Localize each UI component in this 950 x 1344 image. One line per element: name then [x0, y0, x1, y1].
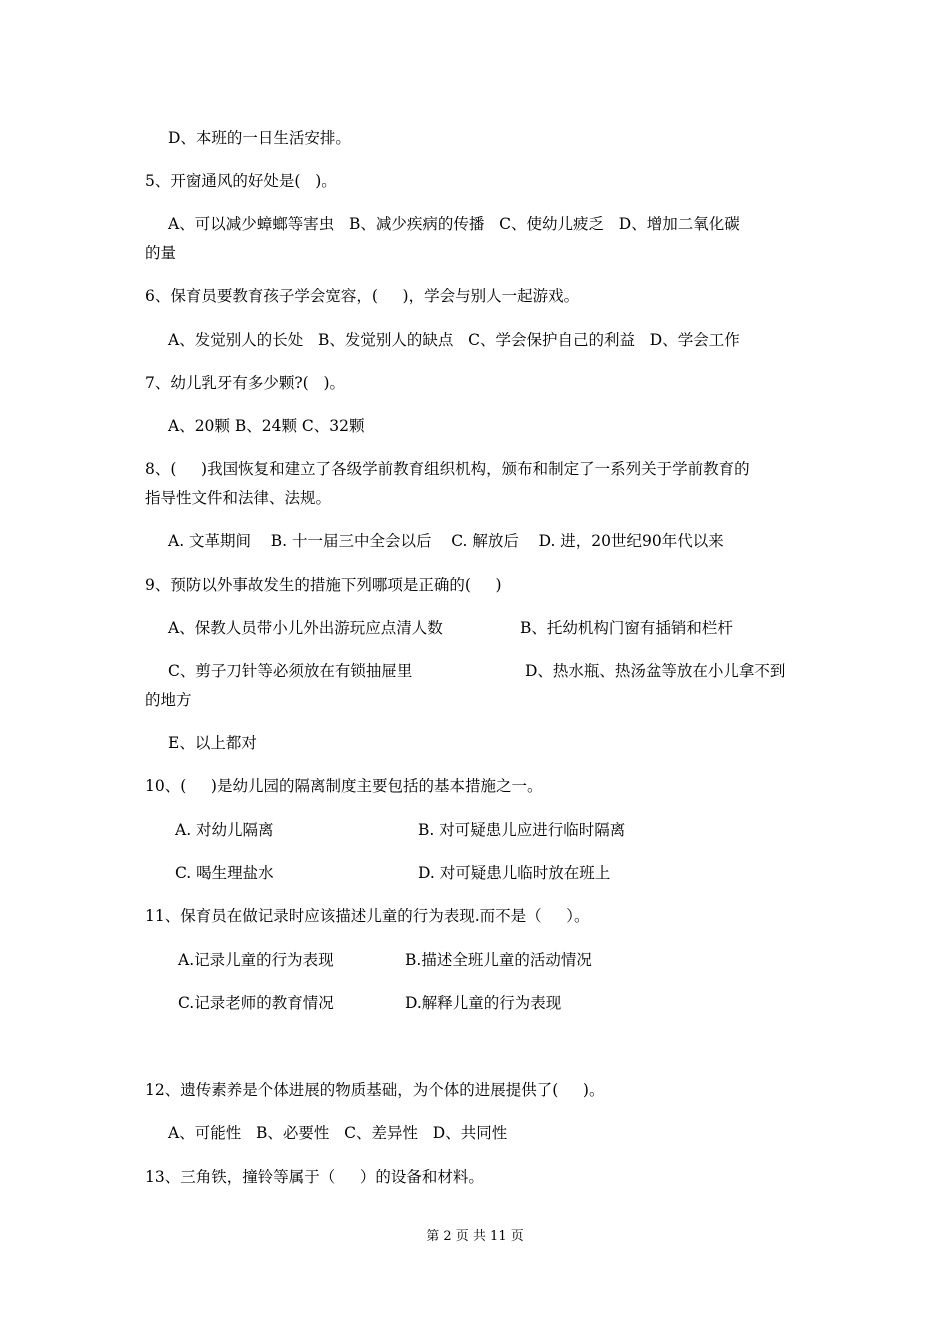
- question-11-option-b: B.描述全班儿童的活动情况: [405, 951, 592, 969]
- question-9-option-c: C、剪子刀针等必须放在有锁抽屉里: [168, 662, 413, 680]
- question-10-option-a: A. 对幼儿隔离: [175, 821, 274, 839]
- question-10: 10、( )是幼儿园的隔离制度主要包括的基本措施之一。: [145, 777, 543, 795]
- question-9-option-e: E、以上都对: [168, 734, 257, 752]
- question-9-option-a: A、保教人员带小儿外出游玩应点清人数: [168, 619, 443, 637]
- question-11: 11、保育员在做记录时应该描述儿童的行为表现.而不是（ ）。: [145, 907, 590, 925]
- question-11-option-a: A.记录儿童的行为表现: [178, 951, 334, 969]
- question-10-option-d: D. 对可疑患儿临时放在班上: [418, 864, 611, 882]
- question-7-options: A、20颗 B、24颗 C、32颗: [168, 417, 365, 435]
- question-8: 8、( )我国恢复和建立了各级学前教育组织机构，颁布和制定了一系列关于学前教育的: [145, 460, 750, 478]
- question-10-option-b: B. 对可疑患儿应进行临时隔离: [418, 821, 626, 839]
- question-10-option-c: C. 喝生理盐水: [175, 864, 274, 882]
- question-12: 12、遗传素养是个体进展的物质基础，为个体的进展提供了( )。: [145, 1081, 605, 1099]
- question-9-option-d: D、热水瓶、热汤盆等放在小儿拿不到: [525, 662, 786, 680]
- question-6-options: A、发觉别人的长处 B、发觉别人的缺点 C、学会保护自己的利益 D、学会工作: [168, 331, 740, 349]
- question-11-option-c: C.记录老师的教育情况: [178, 994, 334, 1012]
- question-5-options-cont: 的量: [145, 244, 177, 262]
- question-5: 5、开窗通风的好处是( )。: [145, 172, 337, 190]
- question-9: 9、预防以外事故发生的措施下列哪项是正确的( ): [145, 576, 502, 594]
- question-8-options: A. 文革期间 B. 十一届三中全会以后 C. 解放后 D. 进，20世纪90年代以来: [168, 532, 724, 550]
- option-4d: D、本班的一日生活安排。: [168, 129, 351, 147]
- page-footer: 第 2 页 共 11 页: [426, 1229, 524, 1244]
- question-11-option-d: D.解释儿童的行为表现: [405, 994, 562, 1012]
- question-12-options: A、可能性 B、必要性 C、差异性 D、共同性: [168, 1124, 508, 1142]
- question-8-cont: 指导性文件和法律、法规。: [145, 489, 332, 507]
- question-7: 7、幼儿乳牙有多少颗?( )。: [145, 374, 346, 392]
- question-9-option-d-cont: 的地方: [145, 691, 192, 709]
- question-6: 6、保育员要教育孩子学会宽容，( )，学会与别人一起游戏。: [145, 287, 580, 305]
- question-5-options: A、可以减少蟑螂等害虫 B、减少疾病的传播 C、使幼儿疲乏 D、增加二氧化碳: [168, 215, 740, 233]
- question-9-option-b: B、托幼机构门窗有插销和栏杆: [520, 619, 733, 637]
- question-13: 13、三角铁，撞铃等属于（ ）的设备和材料。: [145, 1168, 484, 1186]
